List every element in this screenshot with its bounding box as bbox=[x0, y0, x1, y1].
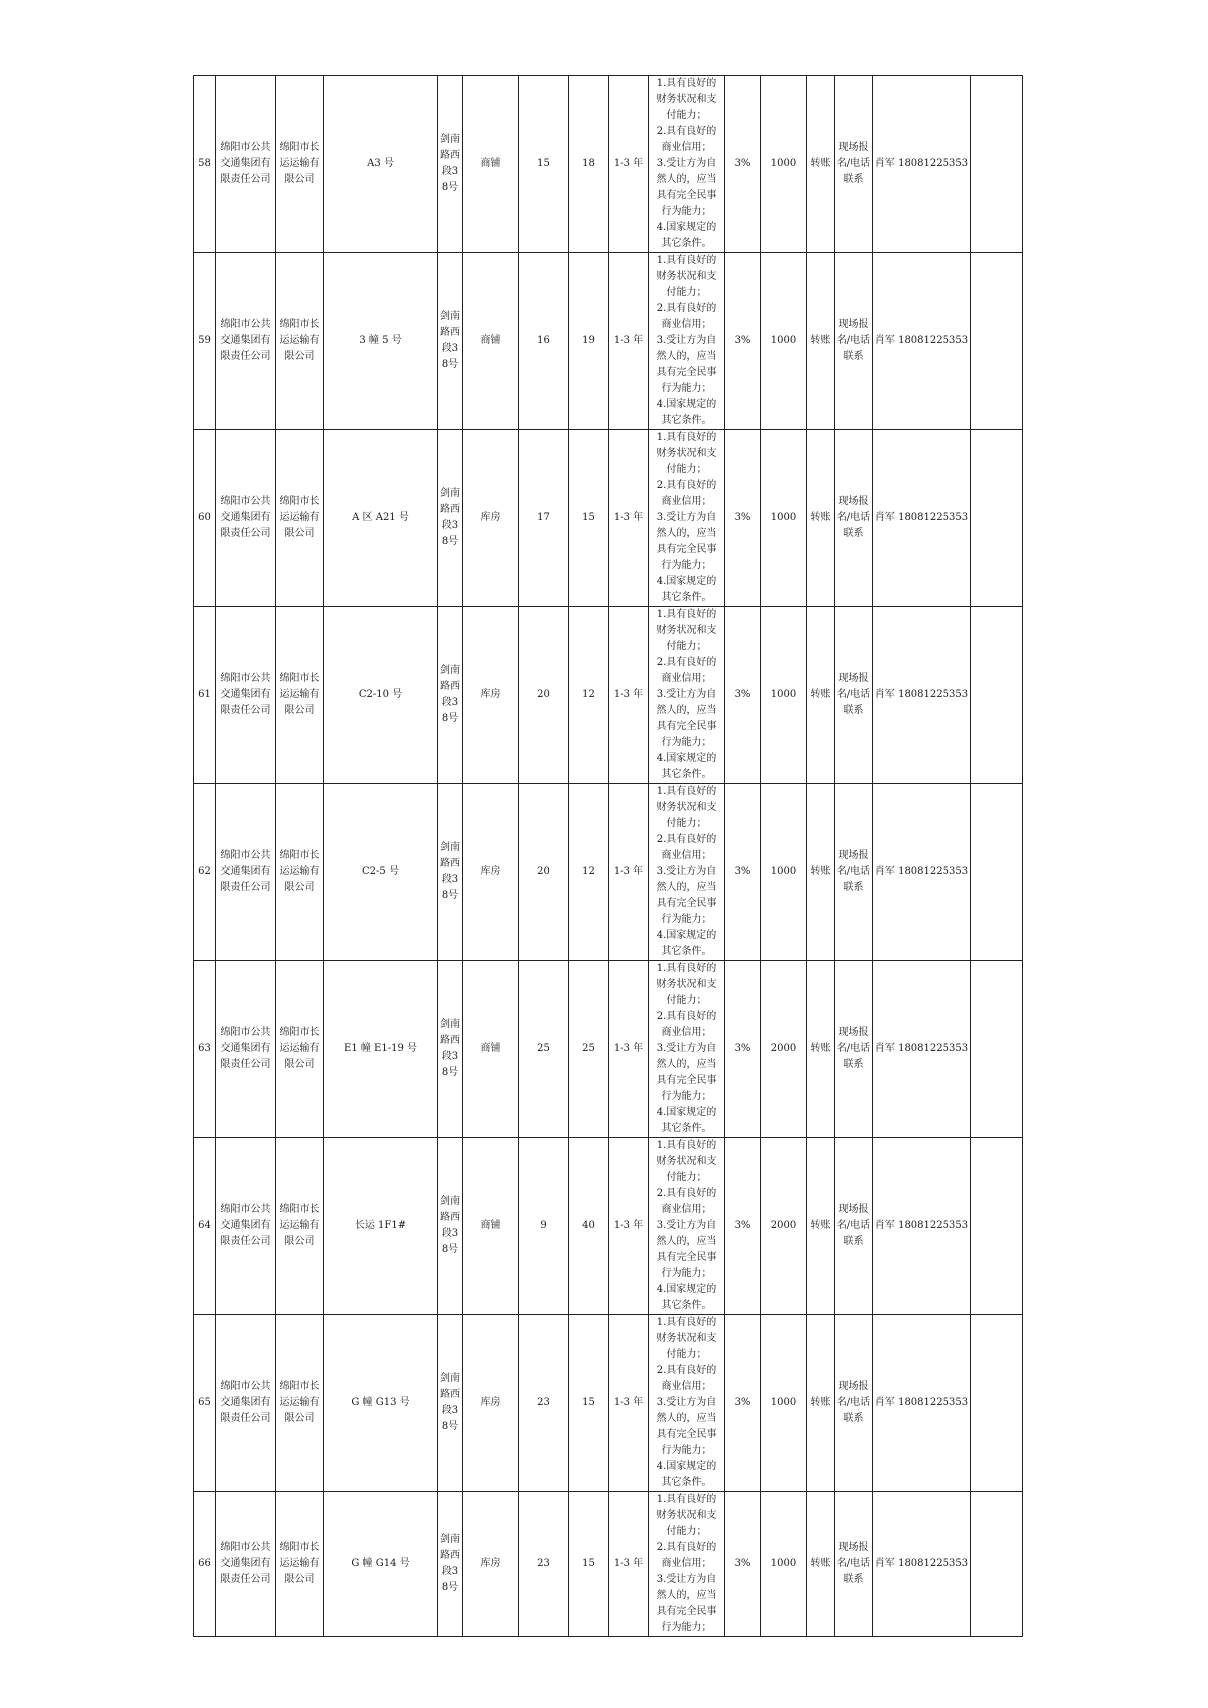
condition-line: 商业信用； bbox=[661, 1381, 712, 1392]
conditions-cell bbox=[649, 430, 725, 607]
deposit-cell: 1000 bbox=[761, 784, 807, 961]
condition-line: 2.具有良好的 bbox=[656, 834, 717, 845]
deposit-cell: 1000 bbox=[761, 607, 807, 784]
remarks-cell bbox=[971, 607, 1023, 784]
ratio-cell: 3% bbox=[725, 76, 761, 253]
deposit-cell: 2000 bbox=[761, 1138, 807, 1315]
unit-cell: C2-5 号 bbox=[324, 784, 438, 961]
condition-line: 行为能力； bbox=[661, 914, 712, 925]
use-cell: 库房 bbox=[463, 1315, 519, 1492]
payment-cell: 转账 bbox=[807, 430, 835, 607]
condition-line: 具有完全民事 bbox=[656, 1075, 717, 1086]
owner-cell: 绵阳市公共交通集团有限责任公司 bbox=[216, 607, 276, 784]
table-row bbox=[194, 1138, 1023, 1315]
condition-line: 其它条件。 bbox=[661, 415, 712, 426]
condition-line: 2.具有良好的 bbox=[656, 1365, 717, 1376]
condition-line: 3.受让方为自 bbox=[656, 512, 717, 523]
lessor-cell: 绵阳市长运运输有限公司 bbox=[276, 784, 324, 961]
use-cell: 库房 bbox=[463, 430, 519, 607]
condition-line: 4.国家规定的 bbox=[656, 1107, 717, 1118]
method-cell: 现场报名/电话联系 bbox=[835, 607, 873, 784]
area-cell: 16 bbox=[519, 253, 569, 430]
condition-line: 商业信用； bbox=[661, 850, 712, 861]
location-cell: 剑南路西段38号 bbox=[438, 76, 463, 253]
condition-line: 3.受让方为自 bbox=[656, 1574, 717, 1585]
condition-line: 4.国家规定的 bbox=[656, 930, 717, 941]
condition-line: 然人的，应当 bbox=[656, 1590, 717, 1601]
location-cell: 剑南路西段38号 bbox=[438, 607, 463, 784]
term-cell: 1-3 年 bbox=[609, 1492, 649, 1637]
condition-line: 付能力； bbox=[666, 464, 707, 475]
table-row bbox=[194, 253, 1023, 430]
ratio-cell: 3% bbox=[725, 1492, 761, 1637]
condition-line: 3.受让方为自 bbox=[656, 1397, 717, 1408]
remarks-cell bbox=[971, 253, 1023, 430]
condition-line: 3.受让方为自 bbox=[656, 866, 717, 877]
unit-cell: A3 号 bbox=[324, 76, 438, 253]
lessor-cell: 绵阳市长运运输有限公司 bbox=[276, 607, 324, 784]
payment-cell: 转账 bbox=[807, 961, 835, 1138]
use-cell: 库房 bbox=[463, 784, 519, 961]
owner-cell: 绵阳市公共交通集团有限责任公司 bbox=[216, 430, 276, 607]
condition-line: 付能力； bbox=[666, 1526, 707, 1537]
owner-cell: 绵阳市公共交通集团有限责任公司 bbox=[216, 76, 276, 253]
condition-line: 然人的，应当 bbox=[656, 1236, 717, 1247]
condition-line: 其它条件。 bbox=[661, 769, 712, 780]
condition-line: 2.具有良好的 bbox=[656, 126, 717, 137]
condition-line: 1.具有良好的 bbox=[656, 78, 717, 89]
condition-line: 具有完全民事 bbox=[656, 1429, 717, 1440]
condition-line: 1.具有良好的 bbox=[656, 786, 717, 797]
condition-line: 1.具有良好的 bbox=[656, 609, 717, 620]
ratio-cell: 3% bbox=[725, 607, 761, 784]
condition-line: 其它条件。 bbox=[661, 1123, 712, 1134]
ratio-cell: 3% bbox=[725, 253, 761, 430]
condition-line: 2.具有良好的 bbox=[656, 480, 717, 491]
condition-line: 财务状况和支 bbox=[656, 1333, 717, 1344]
condition-line: 商业信用； bbox=[661, 319, 712, 330]
unit-cell: E1 幢 E1-19 号 bbox=[324, 961, 438, 1138]
condition-line: 1.具有良好的 bbox=[656, 963, 717, 974]
use-cell: 商铺 bbox=[463, 1138, 519, 1315]
condition-line: 1.具有良好的 bbox=[656, 1140, 717, 1151]
condition-line: 其它条件。 bbox=[661, 592, 712, 603]
condition-line: 具有完全民事 bbox=[656, 1606, 717, 1617]
method-cell: 现场报名/电话联系 bbox=[835, 1315, 873, 1492]
table-row bbox=[194, 784, 1023, 961]
condition-line: 其它条件。 bbox=[661, 238, 712, 249]
condition-line: 商业信用； bbox=[661, 496, 712, 507]
area-cell: 9 bbox=[519, 1138, 569, 1315]
lessor-cell: 绵阳市长运运输有限公司 bbox=[276, 76, 324, 253]
term-cell: 1-3 年 bbox=[609, 1315, 649, 1492]
owner-cell: 绵阳市公共交通集团有限责任公司 bbox=[216, 784, 276, 961]
location-cell: 剑南路西段38号 bbox=[438, 430, 463, 607]
price-cell: 19 bbox=[569, 253, 609, 430]
area-cell: 20 bbox=[519, 607, 569, 784]
remarks-cell bbox=[971, 784, 1023, 961]
table-row bbox=[194, 1315, 1023, 1492]
condition-line: 商业信用； bbox=[661, 142, 712, 153]
condition-line: 3.受让方为自 bbox=[656, 1220, 717, 1231]
condition-line: 3.受让方为自 bbox=[656, 1043, 717, 1054]
row-number: 63 bbox=[194, 961, 216, 1138]
location-cell: 剑南路西段38号 bbox=[438, 1492, 463, 1637]
area-cell: 23 bbox=[519, 1492, 569, 1637]
condition-line: 1.具有良好的 bbox=[656, 1317, 717, 1328]
condition-line: 2.具有良好的 bbox=[656, 1188, 717, 1199]
condition-line: 其它条件。 bbox=[661, 1477, 712, 1488]
condition-line: 付能力； bbox=[666, 818, 707, 829]
deposit-cell: 1000 bbox=[761, 76, 807, 253]
payment-cell: 转账 bbox=[807, 253, 835, 430]
condition-line: 行为能力； bbox=[661, 560, 712, 571]
deposit-cell: 1000 bbox=[761, 1315, 807, 1492]
condition-line: 4.国家规定的 bbox=[656, 222, 717, 233]
area-cell: 20 bbox=[519, 784, 569, 961]
contact-cell: 肖军 18081225353 bbox=[873, 253, 971, 430]
condition-line: 具有完全民事 bbox=[656, 190, 717, 201]
condition-line: 4.国家规定的 bbox=[656, 1461, 717, 1472]
contact-cell: 肖军 18081225353 bbox=[873, 1138, 971, 1315]
price-cell: 15 bbox=[569, 1492, 609, 1637]
condition-line: 4.国家规定的 bbox=[656, 753, 717, 764]
condition-line: 然人的，应当 bbox=[656, 174, 717, 185]
conditions-cell bbox=[649, 1315, 725, 1492]
condition-line: 具有完全民事 bbox=[656, 544, 717, 555]
condition-line: 财务状况和支 bbox=[656, 448, 717, 459]
row-number: 62 bbox=[194, 784, 216, 961]
deposit-cell: 1000 bbox=[761, 430, 807, 607]
condition-line: 商业信用； bbox=[661, 673, 712, 684]
method-cell: 现场报名/电话联系 bbox=[835, 784, 873, 961]
term-cell: 1-3 年 bbox=[609, 253, 649, 430]
condition-line: 然人的，应当 bbox=[656, 1059, 717, 1070]
location-cell: 剑南路西段38号 bbox=[438, 961, 463, 1138]
condition-line: 4.国家规定的 bbox=[656, 399, 717, 410]
conditions-cell bbox=[649, 1138, 725, 1315]
area-cell: 15 bbox=[519, 76, 569, 253]
remarks-cell bbox=[971, 1492, 1023, 1637]
condition-line: 3.受让方为自 bbox=[656, 335, 717, 346]
use-cell: 商铺 bbox=[463, 253, 519, 430]
condition-line: 财务状况和支 bbox=[656, 94, 717, 105]
condition-line: 4.国家规定的 bbox=[656, 576, 717, 587]
ratio-cell: 3% bbox=[725, 1315, 761, 1492]
lessor-cell: 绵阳市长运运输有限公司 bbox=[276, 961, 324, 1138]
remarks-cell bbox=[971, 76, 1023, 253]
condition-line: 具有完全民事 bbox=[656, 1252, 717, 1263]
price-cell: 25 bbox=[569, 961, 609, 1138]
method-cell: 现场报名/电话联系 bbox=[835, 430, 873, 607]
row-number: 61 bbox=[194, 607, 216, 784]
ratio-cell: 3% bbox=[725, 1138, 761, 1315]
row-number: 64 bbox=[194, 1138, 216, 1315]
ratio-cell: 3% bbox=[725, 784, 761, 961]
condition-line: 行为能力； bbox=[661, 1445, 712, 1456]
condition-line: 财务状况和支 bbox=[656, 271, 717, 282]
method-cell: 现场报名/电话联系 bbox=[835, 961, 873, 1138]
condition-line: 2.具有良好的 bbox=[656, 303, 717, 314]
condition-line: 具有完全民事 bbox=[656, 898, 717, 909]
term-cell: 1-3 年 bbox=[609, 784, 649, 961]
condition-line: 商业信用； bbox=[661, 1027, 712, 1038]
condition-line: 付能力； bbox=[666, 1349, 707, 1360]
row-number: 60 bbox=[194, 430, 216, 607]
term-cell: 1-3 年 bbox=[609, 76, 649, 253]
price-cell: 15 bbox=[569, 1315, 609, 1492]
owner-cell: 绵阳市公共交通集团有限责任公司 bbox=[216, 1315, 276, 1492]
owner-cell: 绵阳市公共交通集团有限责任公司 bbox=[216, 1492, 276, 1637]
condition-line: 4.国家规定的 bbox=[656, 1284, 717, 1295]
remarks-cell bbox=[971, 1315, 1023, 1492]
deposit-cell: 1000 bbox=[761, 253, 807, 430]
table-body bbox=[194, 76, 1023, 1637]
method-cell: 现场报名/电话联系 bbox=[835, 253, 873, 430]
contact-cell: 肖军 18081225353 bbox=[873, 784, 971, 961]
condition-line: 行为能力； bbox=[661, 383, 712, 394]
lessor-cell: 绵阳市长运运输有限公司 bbox=[276, 1138, 324, 1315]
condition-line: 具有完全民事 bbox=[656, 721, 717, 732]
deposit-cell: 2000 bbox=[761, 961, 807, 1138]
term-cell: 1-3 年 bbox=[609, 430, 649, 607]
condition-line: 其它条件。 bbox=[661, 946, 712, 957]
condition-line: 2.具有良好的 bbox=[656, 1542, 717, 1553]
condition-line: 付能力； bbox=[666, 995, 707, 1006]
conditions-cell bbox=[649, 961, 725, 1138]
condition-line: 1.具有良好的 bbox=[656, 1494, 717, 1505]
table-row bbox=[194, 607, 1023, 784]
price-cell: 12 bbox=[569, 607, 609, 784]
unit-cell: G 幢 G14 号 bbox=[324, 1492, 438, 1637]
location-cell: 剑南路西段38号 bbox=[438, 1138, 463, 1315]
payment-cell: 转账 bbox=[807, 1492, 835, 1637]
price-cell: 15 bbox=[569, 430, 609, 607]
condition-line: 然人的，应当 bbox=[656, 705, 717, 716]
use-cell: 商铺 bbox=[463, 76, 519, 253]
condition-line: 财务状况和支 bbox=[656, 979, 717, 990]
remarks-cell bbox=[971, 430, 1023, 607]
location-cell: 剑南路西段38号 bbox=[438, 253, 463, 430]
method-cell: 现场报名/电话联系 bbox=[835, 1138, 873, 1315]
remarks-cell bbox=[971, 961, 1023, 1138]
conditions-cell bbox=[649, 607, 725, 784]
method-cell: 现场报名/电话联系 bbox=[835, 76, 873, 253]
term-cell: 1-3 年 bbox=[609, 961, 649, 1138]
condition-line: 付能力； bbox=[666, 641, 707, 652]
lessor-cell: 绵阳市长运运输有限公司 bbox=[276, 1492, 324, 1637]
unit-cell: C2-10 号 bbox=[324, 607, 438, 784]
conditions-cell bbox=[649, 1492, 725, 1637]
lessor-cell: 绵阳市长运运输有限公司 bbox=[276, 1315, 324, 1492]
area-cell: 17 bbox=[519, 430, 569, 607]
condition-line: 行为能力； bbox=[661, 1268, 712, 1279]
condition-line: 行为能力； bbox=[661, 1622, 712, 1633]
use-cell: 商铺 bbox=[463, 961, 519, 1138]
table-row bbox=[194, 76, 1023, 253]
area-cell: 25 bbox=[519, 961, 569, 1138]
payment-cell: 转账 bbox=[807, 1315, 835, 1492]
lessor-cell: 绵阳市长运运输有限公司 bbox=[276, 253, 324, 430]
payment-cell: 转账 bbox=[807, 76, 835, 253]
table-row bbox=[194, 1492, 1023, 1637]
condition-line: 1.具有良好的 bbox=[656, 255, 717, 266]
owner-cell: 绵阳市公共交通集团有限责任公司 bbox=[216, 1138, 276, 1315]
table-row bbox=[194, 961, 1023, 1138]
contact-cell: 肖军 18081225353 bbox=[873, 961, 971, 1138]
use-cell: 库房 bbox=[463, 607, 519, 784]
condition-line: 财务状况和支 bbox=[656, 1156, 717, 1167]
unit-cell: G 幢 G13 号 bbox=[324, 1315, 438, 1492]
location-cell: 剑南路西段38号 bbox=[438, 1315, 463, 1492]
condition-line: 具有完全民事 bbox=[656, 367, 717, 378]
use-cell: 库房 bbox=[463, 1492, 519, 1637]
condition-line: 2.具有良好的 bbox=[656, 657, 717, 668]
row-number: 59 bbox=[194, 253, 216, 430]
lessor-cell: 绵阳市长运运输有限公司 bbox=[276, 430, 324, 607]
condition-line: 付能力； bbox=[666, 287, 707, 298]
term-cell: 1-3 年 bbox=[609, 607, 649, 784]
condition-line: 1.具有良好的 bbox=[656, 432, 717, 443]
price-cell: 40 bbox=[569, 1138, 609, 1315]
condition-line: 行为能力； bbox=[661, 1091, 712, 1102]
owner-cell: 绵阳市公共交通集团有限责任公司 bbox=[216, 253, 276, 430]
payment-cell: 转账 bbox=[807, 784, 835, 961]
price-cell: 12 bbox=[569, 784, 609, 961]
condition-line: 商业信用； bbox=[661, 1204, 712, 1215]
ratio-cell: 3% bbox=[725, 430, 761, 607]
table-row bbox=[194, 430, 1023, 607]
unit-cell: 长运 1F1# bbox=[324, 1138, 438, 1315]
row-number: 65 bbox=[194, 1315, 216, 1492]
conditions-cell bbox=[649, 784, 725, 961]
deposit-cell: 1000 bbox=[761, 1492, 807, 1637]
unit-cell: 3 幢 5 号 bbox=[324, 253, 438, 430]
contact-cell: 肖军 18081225353 bbox=[873, 1492, 971, 1637]
condition-line: 然人的，应当 bbox=[656, 528, 717, 539]
area-cell: 23 bbox=[519, 1315, 569, 1492]
payment-cell: 转账 bbox=[807, 1138, 835, 1315]
row-number: 58 bbox=[194, 76, 216, 253]
condition-line: 付能力； bbox=[666, 1172, 707, 1183]
condition-line: 财务状况和支 bbox=[656, 1510, 717, 1521]
payment-cell: 转账 bbox=[807, 607, 835, 784]
term-cell: 1-3 年 bbox=[609, 1138, 649, 1315]
price-cell: 18 bbox=[569, 76, 609, 253]
contact-cell: 肖军 18081225353 bbox=[873, 1315, 971, 1492]
contact-cell: 肖军 18081225353 bbox=[873, 607, 971, 784]
condition-line: 然人的，应当 bbox=[656, 882, 717, 893]
unit-cell: A 区 A21 号 bbox=[324, 430, 438, 607]
condition-line: 然人的，应当 bbox=[656, 1413, 717, 1424]
location-cell: 剑南路西段38号 bbox=[438, 784, 463, 961]
contact-cell: 肖军 18081225353 bbox=[873, 430, 971, 607]
condition-line: 行为能力； bbox=[661, 206, 712, 217]
remarks-cell bbox=[971, 1138, 1023, 1315]
condition-line: 2.具有良好的 bbox=[656, 1011, 717, 1022]
conditions-cell bbox=[649, 76, 725, 253]
method-cell: 现场报名/电话联系 bbox=[835, 1492, 873, 1637]
condition-line: 其它条件。 bbox=[661, 1300, 712, 1311]
conditions-cell bbox=[649, 253, 725, 430]
ratio-cell: 3% bbox=[725, 961, 761, 1138]
condition-line: 付能力； bbox=[666, 110, 707, 121]
condition-line: 财务状况和支 bbox=[656, 802, 717, 813]
condition-line: 财务状况和支 bbox=[656, 625, 717, 636]
condition-line: 商业信用； bbox=[661, 1558, 712, 1569]
condition-line: 然人的，应当 bbox=[656, 351, 717, 362]
contact-cell: 肖军 18081225353 bbox=[873, 76, 971, 253]
row-number: 66 bbox=[194, 1492, 216, 1637]
lease-listing-table bbox=[193, 75, 1023, 1637]
condition-line: 行为能力； bbox=[661, 737, 712, 748]
condition-line: 3.受让方为自 bbox=[656, 689, 717, 700]
condition-line: 3.受让方为自 bbox=[656, 158, 717, 169]
owner-cell: 绵阳市公共交通集团有限责任公司 bbox=[216, 961, 276, 1138]
